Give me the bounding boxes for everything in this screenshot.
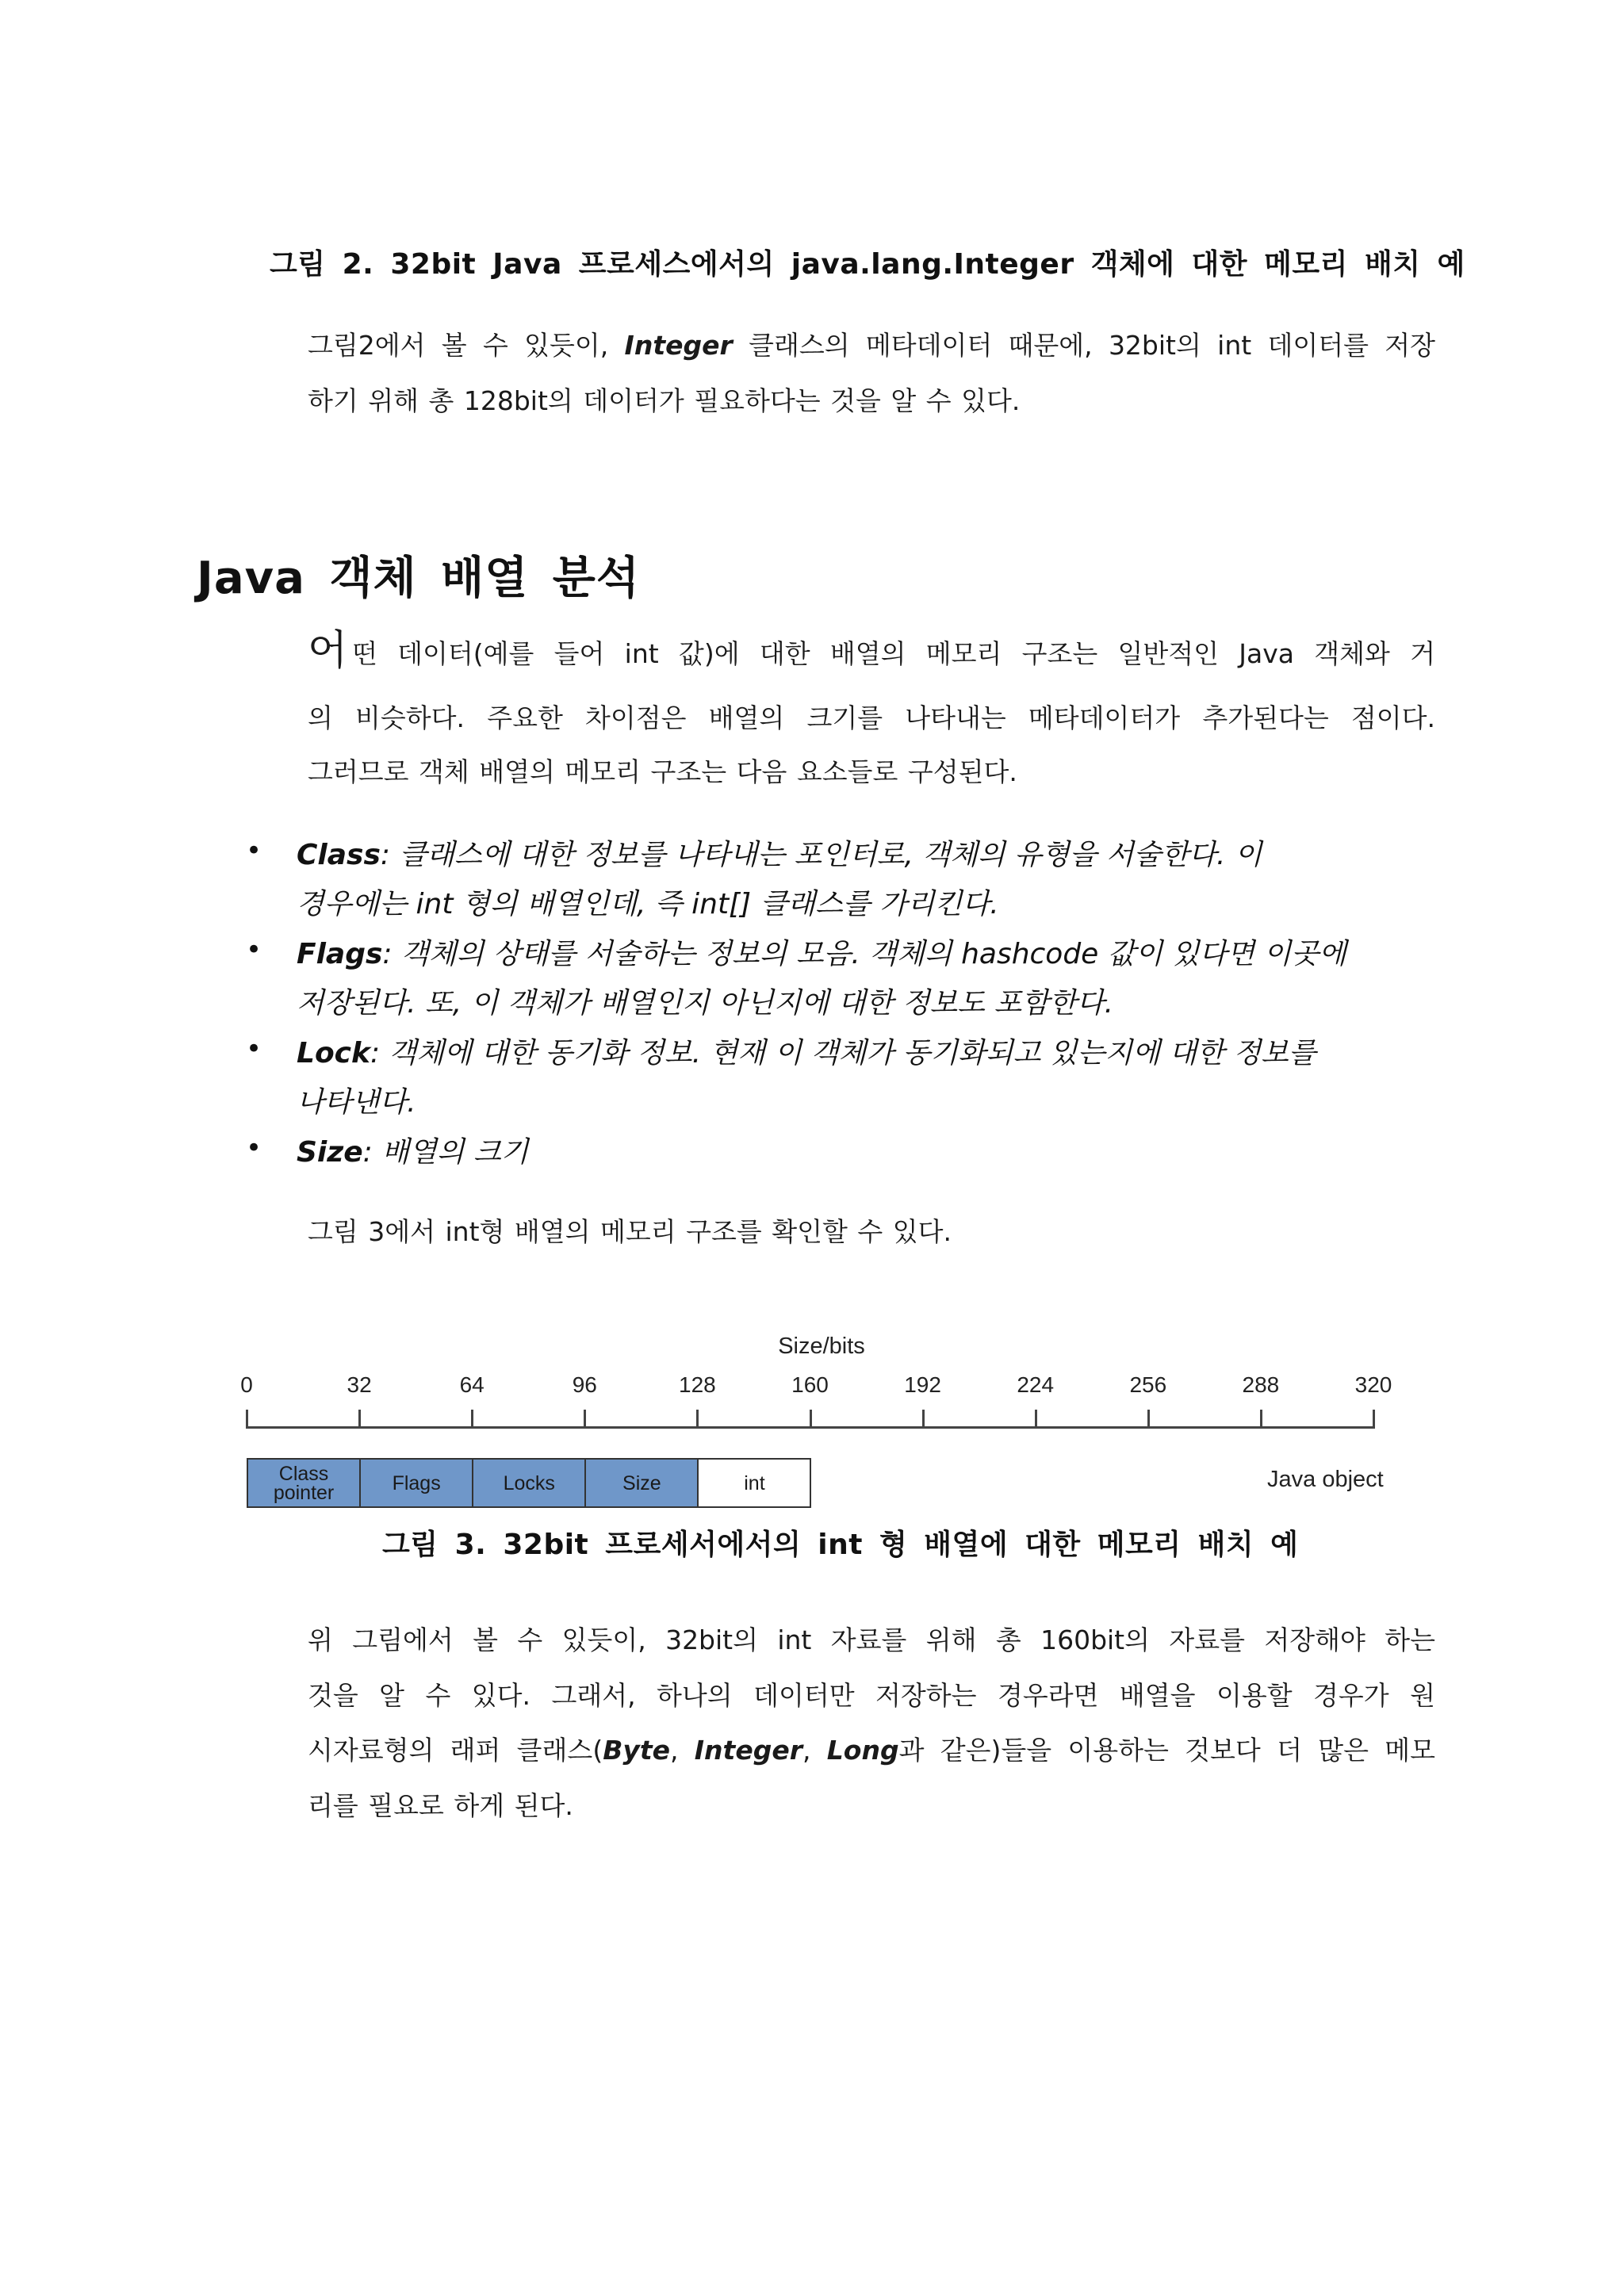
figure-3-caption: 그림 3. 32bit 프로세서에서의 int 형 배열에 대한 메모리 배치 예 bbox=[382, 1529, 1299, 1561]
bullet-term: Size bbox=[297, 1136, 363, 1169]
p1-text-b: 클래스의 메타데이터 때문에, 32bit의 int 데이터를 저장 bbox=[749, 330, 1436, 361]
tick-label: 32 bbox=[347, 1372, 372, 1397]
section-title: Java 객체 배열 분석 bbox=[197, 553, 640, 604]
bullet-lock-line-1 bbox=[297, 1031, 1316, 1071]
bullet-text: : 클래스에 대한 정보를 나타내는 포인터로, 객체의 유형을 서술한다. 이 bbox=[380, 839, 1262, 871]
paragraph-2-line-3: 그러므로 객체 배열의 메모리 구조는 다음 요소들로 구성된다. bbox=[308, 756, 1017, 787]
memory-block bbox=[359, 1458, 473, 1508]
bullet-term: Lock bbox=[297, 1037, 370, 1070]
paragraph-1-line-1 bbox=[308, 325, 1435, 362]
figure-2-caption: 그림 2. 32bit Java 프로세스에서의 java.lang.Integer 객체에 대한 메모리 배치 예 bbox=[270, 248, 1465, 281]
memory-block-label bbox=[392, 1471, 441, 1494]
tick-label: 192 bbox=[904, 1372, 941, 1397]
p4-text-b: 과 같은)들을 이용하는 것보다 더 많은 메모 bbox=[898, 1735, 1435, 1766]
tick-label: 64 bbox=[459, 1372, 485, 1397]
tick-label: 320 bbox=[1354, 1372, 1392, 1397]
memory-block-label-line: Class bbox=[278, 1462, 329, 1485]
tick-label: 0 bbox=[240, 1372, 253, 1397]
bullet-term: Class bbox=[297, 839, 381, 871]
memory-block-label bbox=[274, 1464, 334, 1502]
memory-block-label-line: int bbox=[744, 1471, 765, 1494]
bullet-class-line-1 bbox=[297, 832, 1262, 873]
tick-label: 160 bbox=[791, 1372, 829, 1397]
paragraph-3: 그림 3에서 int형 배열의 메모리 구조를 확인할 수 있다. bbox=[308, 1216, 952, 1247]
memory-block bbox=[472, 1458, 586, 1508]
tick-label: 128 bbox=[679, 1372, 716, 1397]
memory-block-label-line: pointer bbox=[273, 1481, 335, 1504]
memory-block-label-line: Locks bbox=[503, 1471, 555, 1494]
memory-block-label bbox=[622, 1471, 661, 1494]
p1-text-a: 그림2에서 볼 수 있듯이, bbox=[308, 330, 609, 361]
bullet-dot: • bbox=[246, 835, 262, 867]
bullet-flags-line-2: 저장된다. 또, 이 객체가 배열인지 아닌지에 대한 정보도 포함한다. bbox=[297, 987, 1114, 1020]
paragraph-4-line-1: 위 그림에서 볼 수 있듯이, 32bit의 int 자료를 위해 총 160bit의 자료를 저장해야 하는 bbox=[308, 1624, 1435, 1655]
memory-block bbox=[247, 1458, 361, 1508]
bullet-term: Flags bbox=[297, 938, 383, 970]
memory-block-label-line: Size bbox=[622, 1471, 661, 1494]
axis-title: Size/bits bbox=[778, 1334, 865, 1359]
tick-label: 224 bbox=[1017, 1372, 1055, 1397]
p4-sep: , bbox=[802, 1735, 827, 1766]
paragraph-4-line-3 bbox=[308, 1730, 1435, 1767]
p4-emphasis-byte: Byte bbox=[603, 1735, 671, 1766]
memory-block-label-line: Flags bbox=[392, 1471, 441, 1494]
tick-label: 288 bbox=[1242, 1372, 1280, 1397]
p1-emphasis-integer: Integer bbox=[624, 330, 733, 361]
tick-label: 96 bbox=[572, 1372, 597, 1397]
bullet-class-line-2: 경우에는 int 형의 배열인데, 즉 int[] 클래스를 가리킨다. bbox=[297, 888, 999, 920]
java-object-label: Java object bbox=[1267, 1467, 1384, 1492]
memory-block-label bbox=[503, 1471, 555, 1494]
bullet-lock-line-2: 나타낸다. bbox=[297, 1086, 416, 1119]
dropcap: 어 bbox=[308, 627, 348, 675]
p4-emphasis-integer: Integer bbox=[694, 1735, 802, 1766]
paragraph-4-line-2: 것을 알 수 있다. 그래서, 하나의 데이터만 저장하는 경우라면 배열을 이용할 경우가 원 bbox=[308, 1680, 1435, 1711]
bullet-flags-line-1 bbox=[297, 932, 1346, 972]
tick-label: 256 bbox=[1129, 1372, 1167, 1397]
bullet-dot: • bbox=[246, 1033, 262, 1065]
bullet-text: : 객체에 대한 동기화 정보. 현재 이 객체가 동기화되고 있는지에 대한 정보를 bbox=[370, 1037, 1316, 1070]
paragraph-1-line-2: 하기 위해 총 128bit의 데이터가 필요하다는 것을 알 수 있다. bbox=[308, 385, 1021, 416]
bullet-text: : 배열의 크기 bbox=[362, 1136, 529, 1169]
memory-block bbox=[697, 1458, 811, 1508]
bullet-text: : 객체의 상태를 서술하는 정보의 모음. 객체의 hashcode 값이 있다면 이곳에 bbox=[382, 938, 1346, 970]
bullet-size-line-1 bbox=[297, 1130, 529, 1170]
bullet-dot: • bbox=[246, 1132, 262, 1164]
paragraph-4-line-4: 리를 필요로 하게 된다. bbox=[308, 1790, 573, 1821]
paragraph-2-line-1: 떤 데이터(예를 들어 int 값)에 대한 배열의 메모리 구조는 일반적인 Java 객체와 거 bbox=[352, 638, 1435, 669]
memory-block bbox=[584, 1458, 699, 1508]
memory-block-label bbox=[744, 1471, 765, 1494]
bullet-dot: • bbox=[246, 934, 262, 966]
p4-emphasis-long: Long bbox=[826, 1735, 899, 1766]
p4-sep: , bbox=[670, 1735, 695, 1766]
paragraph-2-line-2: 의 비슷하다. 주요한 차이점은 배열의 크기를 나타내는 메타데이터가 추가된다는 점이다. bbox=[308, 702, 1435, 733]
axis-line bbox=[246, 1426, 1375, 1429]
p4-text-a: 시자료형의 래퍼 클래스( bbox=[308, 1735, 603, 1766]
